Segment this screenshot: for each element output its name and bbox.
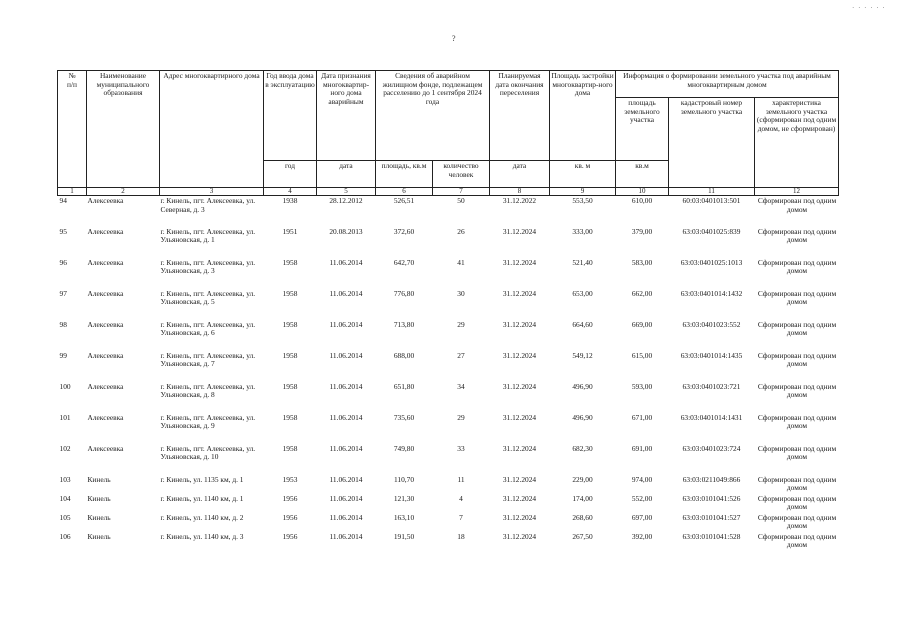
row-recognition-date: 11.06.2014: [329, 350, 363, 360]
column-number: 4: [264, 188, 317, 196]
column-number: 9: [550, 188, 616, 196]
row-building-area: 496,90: [572, 381, 593, 391]
row-land-area: 697,00: [631, 512, 653, 522]
row-recognition-date: 11.06.2014: [329, 257, 363, 267]
row-cadastral-number: 63:03:0401023:721: [682, 381, 741, 391]
header-no: № п/п: [58, 71, 87, 188]
row-address: г. Кинель, пгт. Алексеевка, ул. Ульяновская, д. 10: [160, 443, 256, 462]
column-number: 3: [160, 188, 264, 196]
row-cadastral-number: 63:03:0101041:526: [682, 493, 741, 503]
row-number: 102: [59, 443, 71, 453]
row-recognition-date: 11.06.2014: [329, 288, 363, 298]
page-mark: ?: [452, 34, 456, 43]
table-body: [58, 196, 839, 551]
scan-artifact: · · · · · ·: [852, 4, 886, 12]
row-characteristic: Сформирован под одним домом: [757, 493, 837, 512]
row-municipality: Алексеевка: [87, 350, 124, 360]
row-building-area: 174,00: [572, 493, 593, 503]
row-people-count: 29: [457, 319, 465, 329]
row-planned-date: 31.12.2024: [502, 288, 537, 298]
row-year: 1958: [282, 288, 298, 298]
row-characteristic: Сформирован под одним домом: [757, 288, 837, 307]
row-characteristic: Сформирован под одним домом: [757, 443, 837, 462]
row-municipality: Алексеевка: [87, 381, 124, 391]
unit-sqm-land: кв.м: [616, 161, 669, 188]
row-address: г. Кинель, пгт. Алексеевка, ул. Ульяновская, д. 1: [160, 226, 256, 245]
row-municipality: Алексеевка: [87, 412, 124, 422]
row-area: 121,30: [393, 493, 415, 503]
row-cadastral-number: 63:03:0401014:1431: [680, 412, 743, 422]
row-cadastral-number: 63:03:0401023:724: [682, 443, 741, 453]
row-recognition-date: 11.06.2014: [329, 412, 363, 422]
row-area: 642,70: [393, 257, 415, 267]
row-area: 526,51: [393, 196, 415, 205]
row-building-area: 664,60: [572, 319, 593, 329]
table-row: [58, 320, 839, 351]
row-address: г. Кинель, пгт. Алексеевка, ул. Ульяновская, д. 9: [160, 412, 256, 431]
row-year: 1958: [282, 319, 298, 329]
row-building-area: 333,00: [572, 226, 593, 236]
row-land-area: 669,00: [631, 319, 653, 329]
table-row: [58, 444, 839, 475]
row-area: 110,70: [393, 474, 415, 484]
row-year: 1953: [282, 474, 298, 484]
row-year: 1958: [282, 381, 298, 391]
row-land-area: 552,00: [631, 493, 653, 503]
row-number: 105: [59, 512, 71, 522]
row-planned-date: 31.12.2024: [502, 319, 537, 329]
row-number: 95: [59, 226, 67, 236]
header-characteristic: характеристика земельного участка (сформирован под одним домом, не сформирован): [755, 98, 839, 188]
row-building-area: 553,50: [572, 196, 593, 205]
row-area: 688,00: [393, 350, 415, 360]
row-land-area: 671,00: [631, 412, 653, 422]
row-area: 749,80: [393, 443, 415, 453]
row-address: г. Кинель, пгт. Алексеевка, ул. Ульяновская, д. 7: [160, 350, 256, 369]
row-characteristic: Сформирован под одним домом: [757, 319, 837, 338]
row-recognition-date: 11.06.2014: [329, 381, 363, 391]
emergency-housing-table: [57, 70, 839, 551]
row-number: 103: [59, 474, 71, 484]
row-planned-date: 31.12.2024: [502, 412, 537, 422]
row-year: 1956: [282, 531, 298, 541]
row-recognition-date: 20.08.2013: [329, 226, 363, 236]
row-address: г. Кинель, пгт. Алексеевка, ул. Ульяновская, д. 5: [160, 288, 256, 307]
row-municipality: Кинель: [87, 512, 111, 522]
row-recognition-date: 11.06.2014: [329, 512, 363, 522]
row-characteristic: Сформирован под одним домом: [757, 196, 837, 214]
header-building-area: Площадь застройки многоквартир-ного дома: [550, 71, 616, 161]
row-year: 1956: [282, 493, 298, 503]
row-people-count: 29: [457, 412, 465, 422]
row-land-area: 662,00: [631, 288, 653, 298]
row-building-area: 229,00: [572, 474, 593, 484]
row-cadastral-number: 63:03:0211049:866: [682, 474, 741, 484]
row-people-count: 4: [459, 493, 463, 503]
row-municipality: Алексеевка: [87, 288, 124, 298]
row-number: 94: [59, 196, 67, 205]
row-planned-date: 31.12.2024: [502, 226, 537, 236]
row-number: 96: [59, 257, 67, 267]
row-address: г. Кинель, пгт. Алексеевка, ул. Ульяновская, д. 3: [160, 257, 256, 276]
row-people-count: 7: [459, 512, 463, 522]
row-land-area: 974,00: [631, 474, 653, 484]
row-number: 100: [59, 381, 71, 391]
row-area: 372,60: [393, 226, 415, 236]
row-planned-date: 31.12.2024: [502, 257, 537, 267]
row-characteristic: Сформирован под одним домом: [757, 531, 837, 550]
row-address: г. Кинель, пгт. Алексеевка, ул. Северная, д. 3: [160, 196, 256, 214]
row-area: 651,80: [393, 381, 415, 391]
row-planned-date: 31.12.2024: [502, 512, 537, 522]
column-number: 11: [669, 188, 755, 196]
row-address: г. Кинель, ул. 1140 км, д. 1: [160, 493, 244, 503]
row-cadastral-number: 63:03:0401014:1435: [680, 350, 743, 360]
column-number: 2: [87, 188, 160, 196]
row-municipality: Алексеевка: [87, 443, 124, 453]
table-row: [58, 475, 839, 494]
row-year: 1958: [282, 412, 298, 422]
row-land-area: 593,00: [631, 381, 653, 391]
row-planned-date: 31.12.2024: [502, 350, 537, 360]
unit-year: год: [264, 161, 317, 188]
row-address: г. Кинель, ул. 1140 км, д. 3: [160, 531, 244, 541]
row-characteristic: Сформирован под одним домом: [757, 350, 837, 369]
unit-planned-date: дата: [490, 161, 550, 188]
table-row: [58, 413, 839, 444]
header-fund: Сведения об аварийном жилищном фонде, подлежащем расселению до 1 сентября 2024 года: [376, 71, 490, 161]
row-land-area: 691,00: [631, 443, 653, 453]
row-year: 1958: [282, 443, 298, 453]
row-planned-date: 31.12.2024: [502, 443, 537, 453]
row-building-area: 521,40: [572, 257, 593, 267]
column-numbers-row: [58, 188, 839, 196]
row-characteristic: Сформирован под одним домом: [757, 381, 837, 400]
row-year: 1951: [282, 226, 298, 236]
row-municipality: Кинель: [87, 474, 111, 484]
row-area: 713,80: [393, 319, 415, 329]
row-municipality: Алексеевка: [87, 196, 124, 205]
row-people-count: 30: [457, 288, 465, 298]
unit-count: количество человек: [433, 161, 490, 188]
row-land-area: 392,00: [631, 531, 653, 541]
row-area: 776,80: [393, 288, 415, 298]
row-number: 104: [59, 493, 71, 503]
row-year: 1938: [282, 196, 298, 205]
row-address: г. Кинель, пгт. Алексеевка, ул. Ульяновская, д. 8: [160, 381, 256, 400]
row-characteristic: Сформирован под одним домом: [757, 257, 837, 276]
row-address: г. Кинель, пгт. Алексеевка, ул. Ульяновская, д. 6: [160, 319, 256, 338]
row-address: г. Кинель, ул. 1135 км, д. 1: [160, 474, 244, 484]
row-cadastral-number: 63:03:0101041:527: [682, 512, 741, 522]
row-characteristic: Сформирован под одним домом: [757, 226, 837, 245]
table-row: [58, 494, 839, 513]
row-number: 101: [59, 412, 71, 422]
row-municipality: Алексеевка: [87, 319, 124, 329]
row-cadastral-number: 63:03:0401025:839: [682, 226, 741, 236]
row-building-area: 653,00: [572, 288, 593, 298]
row-recognition-date: 11.06.2014: [329, 493, 363, 503]
row-people-count: 41: [457, 257, 465, 267]
header-land-info: Информация о формировании земельного участка под аварийным многоквартирным домом: [616, 71, 839, 98]
row-land-area: 610,00: [631, 196, 653, 205]
row-planned-date: 31.12.2022: [502, 196, 537, 205]
header-planned-date: Планируемая дата окончания переселения: [490, 71, 550, 161]
row-people-count: 18: [457, 531, 465, 541]
column-number: 12: [755, 188, 839, 196]
column-number: 7: [433, 188, 490, 196]
row-area: 191,50: [393, 531, 415, 541]
row-planned-date: 31.12.2024: [502, 381, 537, 391]
table-row: [58, 532, 839, 551]
row-people-count: 33: [457, 443, 465, 453]
row-municipality: Алексеевка: [87, 226, 124, 236]
row-number: 98: [59, 319, 67, 329]
row-people-count: 50: [457, 196, 465, 205]
row-cadastral-number: 63:03:0401023:552: [682, 319, 741, 329]
row-characteristic: Сформирован под одним домом: [757, 512, 837, 531]
column-number: 1: [58, 188, 87, 196]
row-cadastral-number: 63:03:0401025:1013: [680, 257, 743, 267]
row-people-count: 27: [457, 350, 465, 360]
row-cadastral-number: 60:03:0401013:501: [682, 196, 741, 205]
header-cadastral: кадастровый номер земельного участка: [669, 98, 755, 188]
table-row: [58, 289, 839, 320]
row-characteristic: Сформирован под одним домом: [757, 412, 837, 431]
header-year: Год ввода дома в эксплуатацию: [264, 71, 317, 161]
row-planned-date: 31.12.2024: [502, 493, 537, 503]
row-building-area: 267,50: [572, 531, 593, 541]
row-recognition-date: 11.06.2014: [329, 319, 363, 329]
row-year: 1958: [282, 350, 298, 360]
row-planned-date: 31.12.2024: [502, 531, 537, 541]
row-people-count: 11: [457, 474, 465, 484]
row-municipality: Кинель: [87, 493, 111, 503]
table-row: [58, 382, 839, 413]
row-cadastral-number: 63:03:0401014:1432: [680, 288, 743, 298]
table-row: [58, 196, 839, 227]
row-recognition-date: 28.12.2012: [329, 196, 363, 205]
row-land-area: 379,00: [631, 226, 653, 236]
header-recognition-date: Дата признания многоквартир-ного дома аварийным: [317, 71, 376, 161]
row-land-area: 615,00: [631, 350, 653, 360]
row-characteristic: Сформирован под одним домом: [757, 474, 837, 493]
unit-date: дата: [317, 161, 376, 188]
table-row: [58, 227, 839, 258]
row-recognition-date: 11.06.2014: [329, 443, 363, 453]
row-year: 1958: [282, 257, 298, 267]
column-number: 8: [490, 188, 550, 196]
header-municipality: Наименование муниципального образования: [87, 71, 160, 188]
row-people-count: 34: [457, 381, 465, 391]
row-planned-date: 31.12.2024: [502, 474, 537, 484]
row-municipality: Алексеевка: [87, 257, 124, 267]
row-area: 163,10: [393, 512, 415, 522]
row-number: 106: [59, 531, 71, 541]
row-municipality: Кинель: [87, 531, 111, 541]
row-address: г. Кинель, ул. 1140 км, д. 2: [160, 512, 244, 522]
row-cadastral-number: 63:03:0101041:528: [682, 531, 741, 541]
column-number: 5: [317, 188, 376, 196]
row-year: 1956: [282, 512, 298, 522]
row-building-area: 268,60: [572, 512, 593, 522]
column-number: 10: [616, 188, 669, 196]
row-recognition-date: 11.06.2014: [329, 474, 363, 484]
row-building-area: 496,90: [572, 412, 593, 422]
row-building-area: 549,12: [572, 350, 593, 360]
header-land-area: площадь земельного участка: [616, 98, 669, 161]
row-area: 735,60: [393, 412, 415, 422]
unit-area: площадь, кв.м: [376, 161, 433, 188]
column-number: 6: [376, 188, 433, 196]
row-recognition-date: 11.06.2014: [329, 531, 363, 541]
unit-sqm: кв. м: [550, 161, 616, 188]
table-row: [58, 351, 839, 382]
row-number: 97: [59, 288, 67, 298]
row-people-count: 26: [457, 226, 465, 236]
row-land-area: 583,00: [631, 257, 653, 267]
table-row: [58, 258, 839, 289]
row-number: 99: [59, 350, 67, 360]
row-building-area: 682,30: [572, 443, 593, 453]
header-address: Адрес многоквартирного дома: [160, 71, 264, 188]
table-row: [58, 513, 839, 532]
